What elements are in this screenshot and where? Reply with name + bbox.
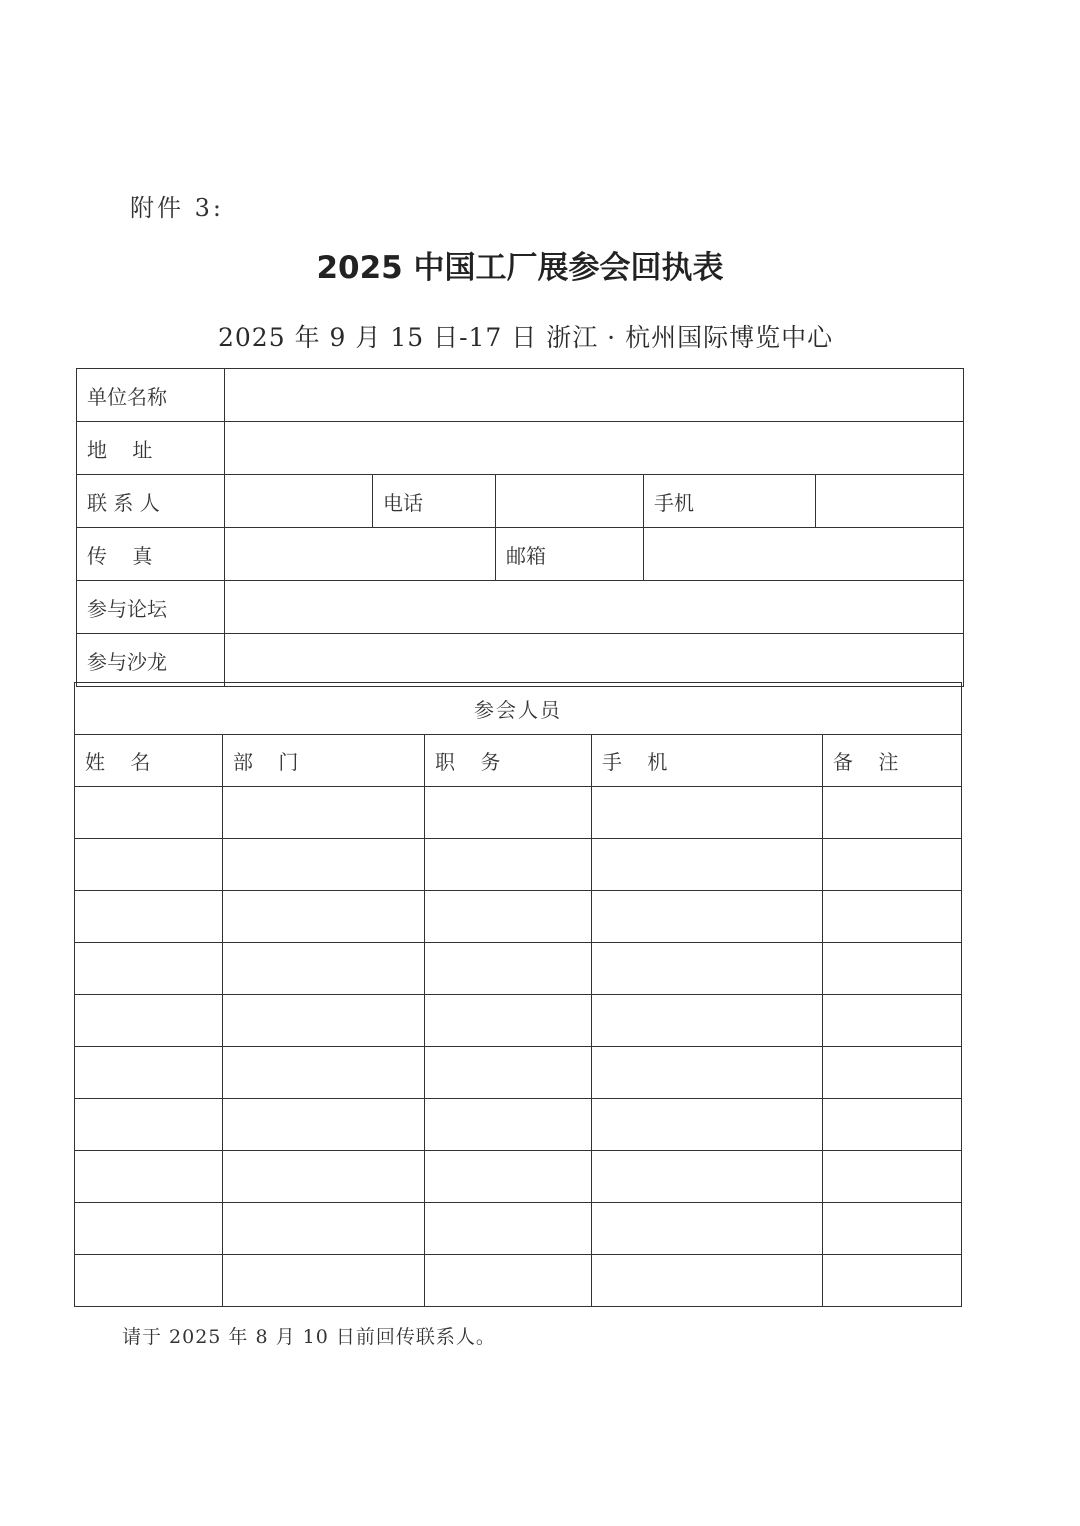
forum-row <box>77 581 964 634</box>
contact-field[interactable] <box>225 475 373 528</box>
attendee-mobile-cell[interactable] <box>592 995 823 1047</box>
attendee-name-cell[interactable] <box>75 1099 223 1151</box>
attendee-position-cell[interactable] <box>425 1203 592 1255</box>
attendee-position-cell[interactable] <box>425 1099 592 1151</box>
attendee-position-cell[interactable] <box>425 995 592 1047</box>
salon-row <box>77 634 964 687</box>
attendee-position-cell[interactable] <box>425 1151 592 1203</box>
attendee-position-cell[interactable] <box>425 1047 592 1099</box>
attendee-mobile-cell[interactable] <box>592 1203 823 1255</box>
column-header-remarks: 备 注 <box>823 735 962 787</box>
attendee-position-cell[interactable] <box>425 891 592 943</box>
attendees-table <box>74 682 962 1307</box>
attendee-name-cell[interactable] <box>75 943 223 995</box>
unit-name-label: 单位名称 <box>77 369 225 422</box>
attendee-name-cell[interactable] <box>75 1255 223 1307</box>
phone-field[interactable] <box>496 475 644 528</box>
fax-row <box>77 528 964 581</box>
attendee-position-cell[interactable] <box>425 943 592 995</box>
attendee-remarks-cell[interactable] <box>823 1099 962 1151</box>
attendee-name-cell[interactable] <box>75 891 223 943</box>
attendee-department-cell[interactable] <box>223 891 425 943</box>
address-label: 地 址 <box>77 422 225 475</box>
table-row <box>75 1047 962 1099</box>
contact-label: 联 系 人 <box>77 475 225 528</box>
attendee-mobile-cell[interactable] <box>592 1047 823 1099</box>
column-header-name: 姓 名 <box>75 735 223 787</box>
attendee-mobile-cell[interactable] <box>592 943 823 995</box>
attendee-position-cell[interactable] <box>425 787 592 839</box>
attendees-section-title: 参会人员 <box>75 683 962 735</box>
event-date-location: 2025 年 9 月 15 日-17 日 浙江 · 杭州国际博览中心 <box>218 323 834 352</box>
attendee-mobile-cell[interactable] <box>592 1151 823 1203</box>
attendee-remarks-cell[interactable] <box>823 943 962 995</box>
attendee-remarks-cell[interactable] <box>823 839 962 891</box>
fax-label: 传 真 <box>77 528 225 581</box>
attendee-mobile-cell[interactable] <box>592 839 823 891</box>
unit-name-field[interactable] <box>225 369 964 422</box>
attendee-department-cell[interactable] <box>223 995 425 1047</box>
table-row <box>75 1099 962 1151</box>
attendee-remarks-cell[interactable] <box>823 1151 962 1203</box>
table-row <box>75 943 962 995</box>
attendees-section-header <box>75 683 962 735</box>
unit-name-row <box>77 369 964 422</box>
attendee-remarks-cell[interactable] <box>823 1255 962 1307</box>
attendee-name-cell[interactable] <box>75 995 223 1047</box>
column-header-mobile: 手 机 <box>592 735 823 787</box>
fax-field[interactable] <box>225 528 496 581</box>
email-label: 邮箱 <box>496 528 644 581</box>
table-row <box>75 1255 962 1307</box>
page-title: 2025 中国工厂展参会回执表 <box>316 250 724 286</box>
attendees-header-row <box>75 735 962 787</box>
footer-note: 请于 2025 年 8 月 10 日前回传联系人。 <box>122 1326 496 1348</box>
table-row <box>75 1203 962 1255</box>
attendee-remarks-cell[interactable] <box>823 787 962 839</box>
attendee-department-cell[interactable] <box>223 1255 425 1307</box>
address-field[interactable] <box>225 422 964 475</box>
attendee-position-cell[interactable] <box>425 839 592 891</box>
column-header-position: 职 务 <box>425 735 592 787</box>
salon-label: 参与沙龙 <box>77 634 225 687</box>
phone-label: 电话 <box>373 475 496 528</box>
attendee-name-cell[interactable] <box>75 1203 223 1255</box>
attendee-position-cell[interactable] <box>425 1255 592 1307</box>
attendee-remarks-cell[interactable] <box>823 891 962 943</box>
table-row <box>75 839 962 891</box>
address-row <box>77 422 964 475</box>
attendee-name-cell[interactable] <box>75 787 223 839</box>
attendee-department-cell[interactable] <box>223 1151 425 1203</box>
attendee-department-cell[interactable] <box>223 1203 425 1255</box>
attendee-remarks-cell[interactable] <box>823 995 962 1047</box>
email-field[interactable] <box>644 528 964 581</box>
mobile-label: 手机 <box>644 475 816 528</box>
attendee-name-cell[interactable] <box>75 1047 223 1099</box>
attendee-mobile-cell[interactable] <box>592 891 823 943</box>
attendee-mobile-cell[interactable] <box>592 787 823 839</box>
attendee-department-cell[interactable] <box>223 1047 425 1099</box>
salon-field[interactable] <box>225 634 964 687</box>
attendee-remarks-cell[interactable] <box>823 1203 962 1255</box>
table-row <box>75 1151 962 1203</box>
attendee-department-cell[interactable] <box>223 1099 425 1151</box>
attendee-department-cell[interactable] <box>223 839 425 891</box>
mobile-field[interactable] <box>816 475 964 528</box>
table-row <box>75 891 962 943</box>
forum-field[interactable] <box>225 581 964 634</box>
attendee-rows <box>75 787 962 1307</box>
attendee-department-cell[interactable] <box>223 787 425 839</box>
attendee-mobile-cell[interactable] <box>592 1099 823 1151</box>
attachment-label: 附件 3: <box>130 194 224 222</box>
company-info-table <box>76 368 964 687</box>
attendee-name-cell[interactable] <box>75 839 223 891</box>
contact-row <box>77 475 964 528</box>
attendee-name-cell[interactable] <box>75 1151 223 1203</box>
table-row <box>75 995 962 1047</box>
attendee-mobile-cell[interactable] <box>592 1255 823 1307</box>
column-header-department: 部 门 <box>223 735 425 787</box>
forum-label: 参与论坛 <box>77 581 225 634</box>
table-row <box>75 787 962 839</box>
attendee-department-cell[interactable] <box>223 943 425 995</box>
attendee-remarks-cell[interactable] <box>823 1047 962 1099</box>
